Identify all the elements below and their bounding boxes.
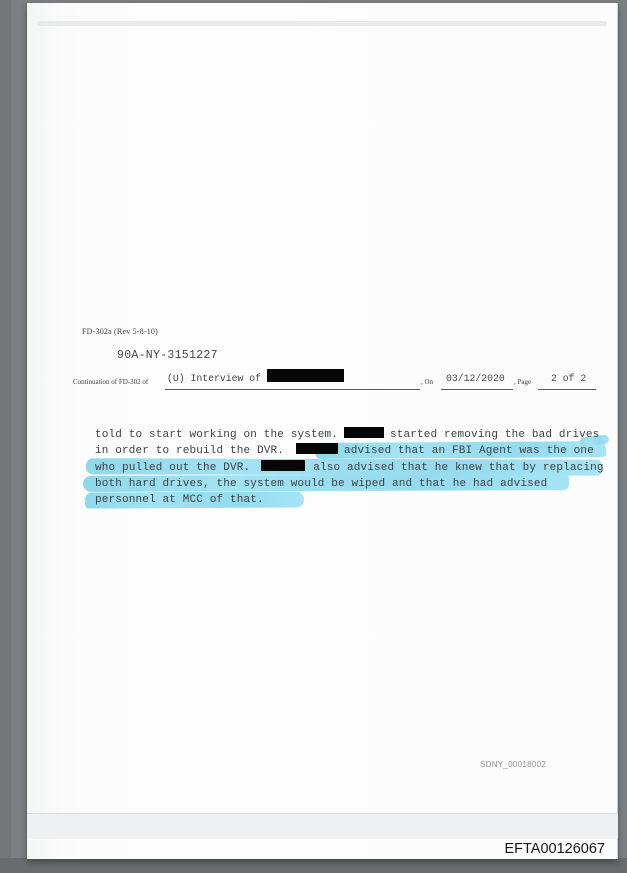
- body-text: started removing the bad drives: [390, 429, 600, 441]
- body-line: [95, 443, 604, 459]
- page-label: , Page: [514, 378, 532, 386]
- body-line: [95, 492, 604, 508]
- body-line: [95, 476, 604, 492]
- scan-bottom-edge-artifact: [27, 813, 618, 839]
- case-number: 90A-NY-3151227: [117, 349, 218, 362]
- redaction-box: [344, 427, 384, 438]
- efta-production-stamp: EFTA00126067: [504, 841, 605, 857]
- body-line: [95, 460, 604, 476]
- redaction-box: [267, 369, 344, 382]
- redaction-box: [261, 460, 305, 471]
- document-page: [27, 3, 618, 859]
- scanner-bottom-band: [0, 858, 627, 873]
- body-text: personnel at MCC of that.: [95, 494, 264, 507]
- body-text: advised that an FBI Agent was the one: [344, 445, 594, 458]
- form-revision-label: FD-302a (Rev 5-8-10): [82, 327, 158, 336]
- body-text: who pulled out the DVR.: [95, 461, 251, 474]
- sdny-bates-stamp: SDNY_00018002: [480, 760, 547, 769]
- body-text: in order to rebuild the DVR.: [95, 445, 285, 458]
- document-body-text: [95, 427, 604, 508]
- body-text: also advised that he knew that by replacing: [313, 461, 604, 474]
- body-text: both hard drives, the system would be wiped and that he had advised: [95, 477, 548, 490]
- body-line: [95, 427, 604, 443]
- scan-top-edge-artifact: [37, 21, 607, 26]
- interview-date-value: 03/12/2020: [446, 373, 505, 384]
- field-underline: [165, 389, 420, 390]
- redaction-box: [296, 443, 338, 454]
- scanner-left-band: [0, 0, 11, 873]
- field-underline: [538, 389, 596, 390]
- body-text: told to start working on the system.: [95, 429, 339, 441]
- field-underline: [441, 389, 513, 390]
- interview-field-value: (U) Interview of: [167, 373, 262, 384]
- on-label: , On: [421, 378, 434, 386]
- page-number-value: 2 of 2: [551, 373, 587, 384]
- continuation-label: Continuation of FD-302 of: [73, 378, 149, 386]
